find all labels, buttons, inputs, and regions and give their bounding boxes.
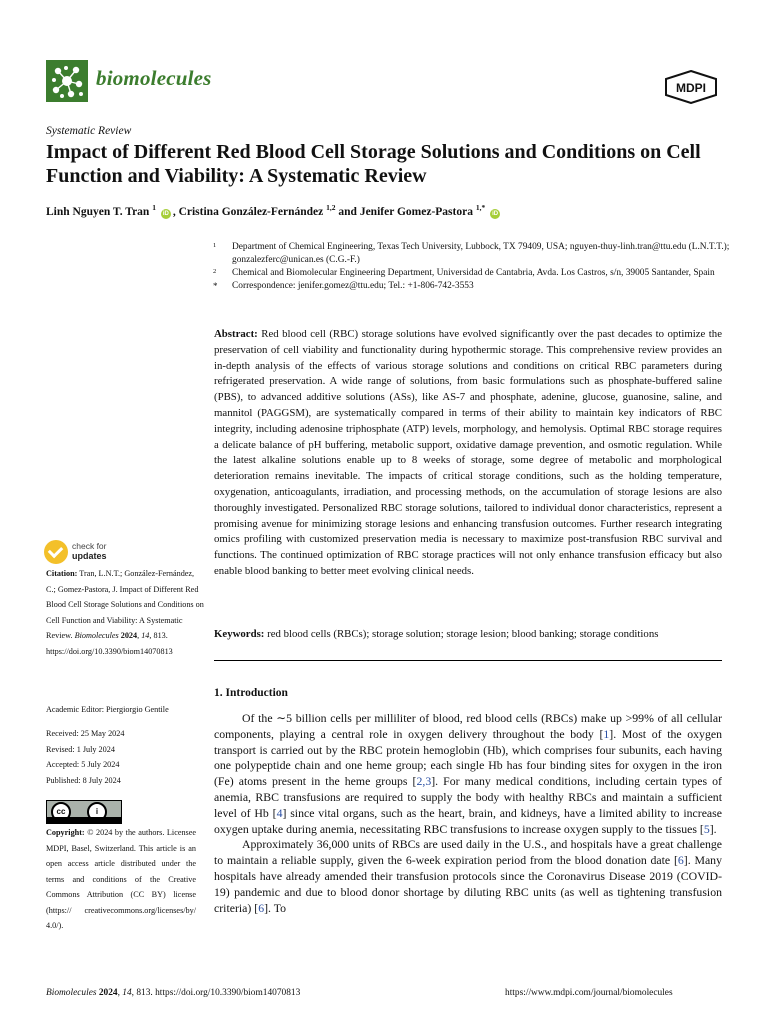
introduction-body — [214, 711, 722, 916]
affiliations — [213, 241, 733, 293]
cc-icon: cc — [51, 802, 71, 822]
author-list — [46, 203, 502, 219]
affiliation-mark: 1 — [213, 242, 217, 249]
date-received: Received: 25 May 2024 — [46, 729, 125, 738]
section-heading: 1. Introduction — [214, 687, 288, 699]
date-accepted: Accepted: 5 July 2024 — [46, 760, 120, 769]
section-divider — [214, 660, 722, 661]
abstract-text: Red blood cell (RBC) storage solutions have evolved significantly over the past decades to optimize the preservation of cell viability and functionality during hypothermic storage. This comprehensive review provides an in-depth analysis of the effects of various storage solutions and conditions on critical RBC parameters during refrigerated preservation. A wide range of solutions, from basic formulations such as phosphate-buffered saline (PBS), to advanced additive solutions (ASs), like AS-7 and phosphate, adenine, glucose, guanosine, saline, and mannitol (PAGGSM), are systematically compared in terms of their ability to maintain key indicators of RBC integrity, including adenosine triphosphate (ATP) levels, morphology, and hemolysis. Optimal RBC storage requires a delicate balance of pH buffering, metabolic support, oxidative damage prevention, and osmotic regulation. While the latest alkaline solutions enable up to 8 weeks of storage, some degree of metabolic and morphological deterioration remains inevitable. The impacts of critical storage conditions, such as the holding temperature, oxygenation, anticoagulants, irradiation, and processing methods, on the accumulation of storage lesions are also thoroughly investigated. Personalized RBC storage solutions, tailored to individual donor characteristics, represent a promising avenue for minimizing storage lesions and enhancing transfusion outcomes. Further research integrating omics profiling with customized preservation media is necessary to maximize post-transfusion RBC survival and functions. The continued optimization of RBC storage practices will not only enhance transfusion efficacy but also enable blood banking to better meet evolving clinical needs. — [214, 328, 722, 577]
citation-block: Citation: Tran, L.N.T.; González-Fernández, C.; Gomez-Pastora, J. Impact of Different Red Blood Cell Storage Solutions and Conditions on Cell Function and Viability: A Systematic Review. Biomolecules 2024, 14, 813. https://doi.org/10.3390/biom14070813 — [46, 569, 204, 656]
mdpi-logo-icon — [664, 70, 718, 104]
author-name[interactable]: Cristina González-Fernández — [178, 205, 324, 218]
author-affiliation-mark: 1,* — [475, 203, 486, 212]
affiliation-item — [213, 267, 733, 280]
attribution-icon: i — [87, 802, 107, 822]
affiliation-mark: * — [213, 281, 218, 291]
orcid-icon[interactable]: iD — [492, 210, 499, 217]
author-separator: and — [335, 205, 360, 218]
cc-bar — [47, 817, 121, 823]
paragraph: Of the ∼5 billion cells per milliliter of blood, red blood cells (RBCs) make up >99% of all cellular components, playing a central role in oxygen delivery throughout the body [1]. Most of the oxygen transport is carried out by the RBC protein hemoglobin (Hb), which comprises four subunits, each having one polypeptide chain and one heme group; each single Hb has four binding sites for oxygen in the iron (Fe) atoms present in the heme groups [2,3]. For many medical conditions, including certain types of anemia, RBC transfusions are required to supply the body with healthy RBCs and maintain a sufficient level of Hb [4] since vital organs, such as the heart, brain, and kidneys, have a limited ability to increase oxygen uptake during anemia, necessitating RBC transfusions to increase oxygen supply to the tissues [5]. — [214, 711, 723, 836]
paragraph: Approximately 36,000 units of RBCs are used daily in the U.S., and hospitals have a great challenge to maintain a reliable supply, given the 6-week expiration period from the blood donation date [6]. Many hospitals have already amended their transfusion protocols since the Coronavirus Disease 2019 (COVID-19) pandemic and due to blood donor shortage by diluting RBC units (as well as tightening transfusion criteria) [6]. To — [214, 837, 722, 915]
author-separator: , — [172, 205, 179, 218]
citation-journal: Biomolecules — [74, 631, 119, 640]
check-updates-line2: updates — [72, 551, 107, 561]
article-title: Impact of Different Red Blood Cell Storage Solutions and Conditions on Cell Function and Viability: A Systematic Review — [46, 141, 701, 187]
date-revised: Revised: 1 July 2024 — [46, 744, 115, 754]
check-for-updates-button[interactable] — [44, 540, 164, 566]
abstract-label: Abstract: — [214, 328, 258, 340]
author-affiliation-mark: 1 — [152, 203, 156, 212]
keywords-text: red blood cells (RBCs); storage solution; storage lesion; blood banking; storage conditions — [267, 628, 659, 640]
affiliation-item — [213, 280, 733, 293]
check-updates-line1: check for — [72, 541, 107, 551]
date-published: Published: 8 July 2024 — [46, 775, 121, 785]
footer-journal-url[interactable]: https://www.mdpi.com/journal/biomolecules — [505, 988, 673, 998]
author-affiliation-mark: 1,2 — [326, 203, 336, 212]
copyright-block — [46, 825, 196, 934]
citation-ref[interactable]: 2,3 — [416, 774, 432, 789]
citation-text: Tran, L.N.T.; González-Fernández, C.; Gomez-Pastora, J. Impact of Different Red Blood Cell Storage Solutions and Conditions on Cell Function and Viability: A Systematic Review. — [46, 569, 204, 640]
citation-ref[interactable]: 1 — [603, 726, 610, 741]
correspondence-text: Correspondence: jenifer.gomez@ttu.edu; Tel.: +1-806-742-3553 — [232, 281, 474, 291]
abstract — [214, 327, 722, 580]
author-name[interactable]: Jenifer Gomez-Pastora — [359, 205, 473, 218]
citation-ref[interactable]: 5 — [703, 821, 710, 836]
copyright-label: Copyright: — [46, 828, 85, 837]
journal-name: biomolecules — [96, 66, 212, 90]
article-dates — [46, 726, 204, 788]
academic-editor: Academic Editor: Piergiorgio Gentile — [46, 705, 169, 714]
copyright-text: © 2024 by the authors. Licensee MDPI, Basel, Switzerland. This article is an open access article distributed under the terms and conditions of the Creative Commons Attribution (CC BY) license (https:// creativecommons.org/licenses/by/ 4.0/). — [46, 828, 197, 930]
publisher-name: MDPI — [676, 81, 706, 95]
affiliation-item — [213, 241, 733, 267]
citation-doi[interactable]: , 813. https://doi.org/10.3390/biom14070813 — [46, 631, 173, 656]
citation-ref[interactable]: 6 — [677, 853, 684, 868]
keywords — [214, 627, 722, 643]
article-type: Systematic Review — [46, 125, 132, 137]
orcid-icon[interactable]: iD — [162, 210, 169, 217]
citation-year: 2024 — [120, 631, 138, 640]
citation-label: Citation: — [46, 569, 78, 578]
footer-citation: Biomolecules 2024, 14, 813. https://doi.org/10.3390/biom14070813 — [46, 988, 301, 998]
cc-by-icon[interactable] — [46, 800, 122, 824]
affiliation-text: Chemical and Biomolecular Engineering Department, Universidad de Cantabria, Avda. Los Castros, s/n, 39005 Santander, Spain — [232, 268, 715, 278]
keywords-label: Keywords: — [214, 628, 265, 640]
citation-volume: 14 — [141, 631, 150, 640]
affiliation-mark: 2 — [213, 268, 217, 275]
author-name[interactable]: Linh Nguyen T. Tran — [46, 205, 150, 218]
check-for-updates-icon — [44, 540, 68, 564]
biomolecules-logo-icon — [46, 60, 88, 102]
affiliation-text: Department of Chemical Engineering, Texas Tech University, Lubbock, TX 79409, USA; nguyen-thuy-linh.tran@ttu.edu (L.N.T.T.); gonzalezferc@unican.es (C.G.-F.) — [232, 242, 730, 265]
citation-ref[interactable]: 4 — [276, 805, 283, 820]
citation-ref[interactable]: 6 — [258, 900, 265, 915]
